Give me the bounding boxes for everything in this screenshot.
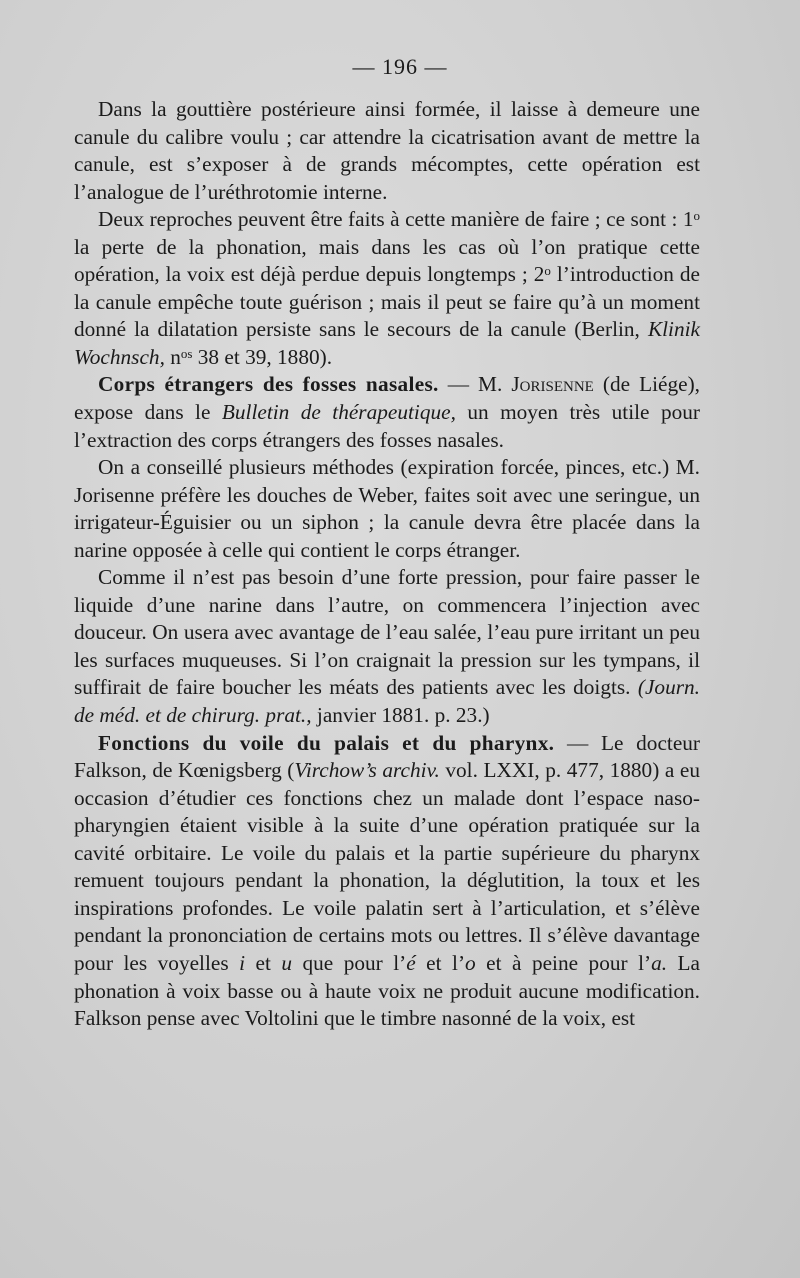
- paragraph-1: Dans la gouttière postérieure ainsi formée, il laisse à demeure une canule du calibre voulu ; car attendre la cicatrisation avant de mettre la canule, est s’exposer à de grands mécomptes, cette opération est l’analogue de l’uréthrotomie interne.: [74, 97, 700, 204]
- paragraph-3: Corps étrangers des fosses nasales. — M. Jorisenne (de Liége), expose dans le Bulletin de thérapeutique, un moyen très utile pour l’extraction des corps étrangers des fosses nasales.: [74, 372, 700, 452]
- body-text: [74, 96, 700, 1033]
- paragraph-6: Fonctions du voile du palais et du pharynx. — Le docteur Falkson, de Kœnigsberg (Virchow’s archiv. vol. LXXI, p. 477, 1880) a eu occasion d’étudier ces fonctions chez un malade dont l’espace naso-pharyngien étaient visible à la suite d’une opération pratiquée sur la cavité orbitaire. Le voile du palais et la partie supérieure du pharynx remuent toujours pendant la phonation, la déglutition, la toux et les inspirations profondes. Le voile palatin sert à l’articulation, et s’élève pendant la prononciation de certains mots ou lettres. Il s’élève davantage pour les voyelles i et u que pour l’é et l’o et à peine pour l’a. La phonation à voix basse ou à haute voix ne produit aucune modification. Falkson pense avec Voltolini que le timbre nasonné de la voix, est: [74, 730, 701, 1031]
- paragraph-2: Deux reproches peuvent être faits à cette manière de faire ; ce sont : 1$^o$ la perte de la phonation, mais dans les cas où l’on pratique cette opération, la voix est déjà perdue depuis longtemps ; 2$^o$ l’introduction de la canule empêche toute guérison ; mais il peut se faire qu’à un moment donné la dilatation persiste sans le secours de la canule (Berlin, Klinik Wochnsch, $n^{os}$ 38 et 39, 1880).: [74, 207, 700, 369]
- section-heading-corps-etrangers: Corps étrangers des fosses nasales.: [98, 372, 439, 397]
- paragraph-4: On a conseillé plusieurs méthodes (expiration forcée, pinces, etc.) M. Jorisenne préfère les douches de Weber, faites soit avec une seringue, un irrigateur-Éguisier ou un siphon ; la canule devra être placée dans la narine opposée à celle qui contient le corps étranger.: [74, 455, 700, 562]
- paragraph-5: Comme il n’est pas besoin d’une forte pression, pour faire passer le liquide d’une narine dans l’autre, on commencera l’injection avec douceur. On usera avec avantage de l’eau salée, l’eau pure irritant un peu les surfaces muqueuses. Si l’on craignait la pression sur les tympans, il suffirait de faire boucher les méats des patients avec les doigts. (Journ. de méd. et de chirurg. prat., janvier 1881. p. 23.): [74, 565, 700, 728]
- section-heading-fonctions-voile: Fonctions du voile du palais et du pharynx.: [98, 730, 555, 755]
- page-number: — 196 —: [352, 54, 448, 79]
- author-name: Jorisenne: [511, 372, 594, 397]
